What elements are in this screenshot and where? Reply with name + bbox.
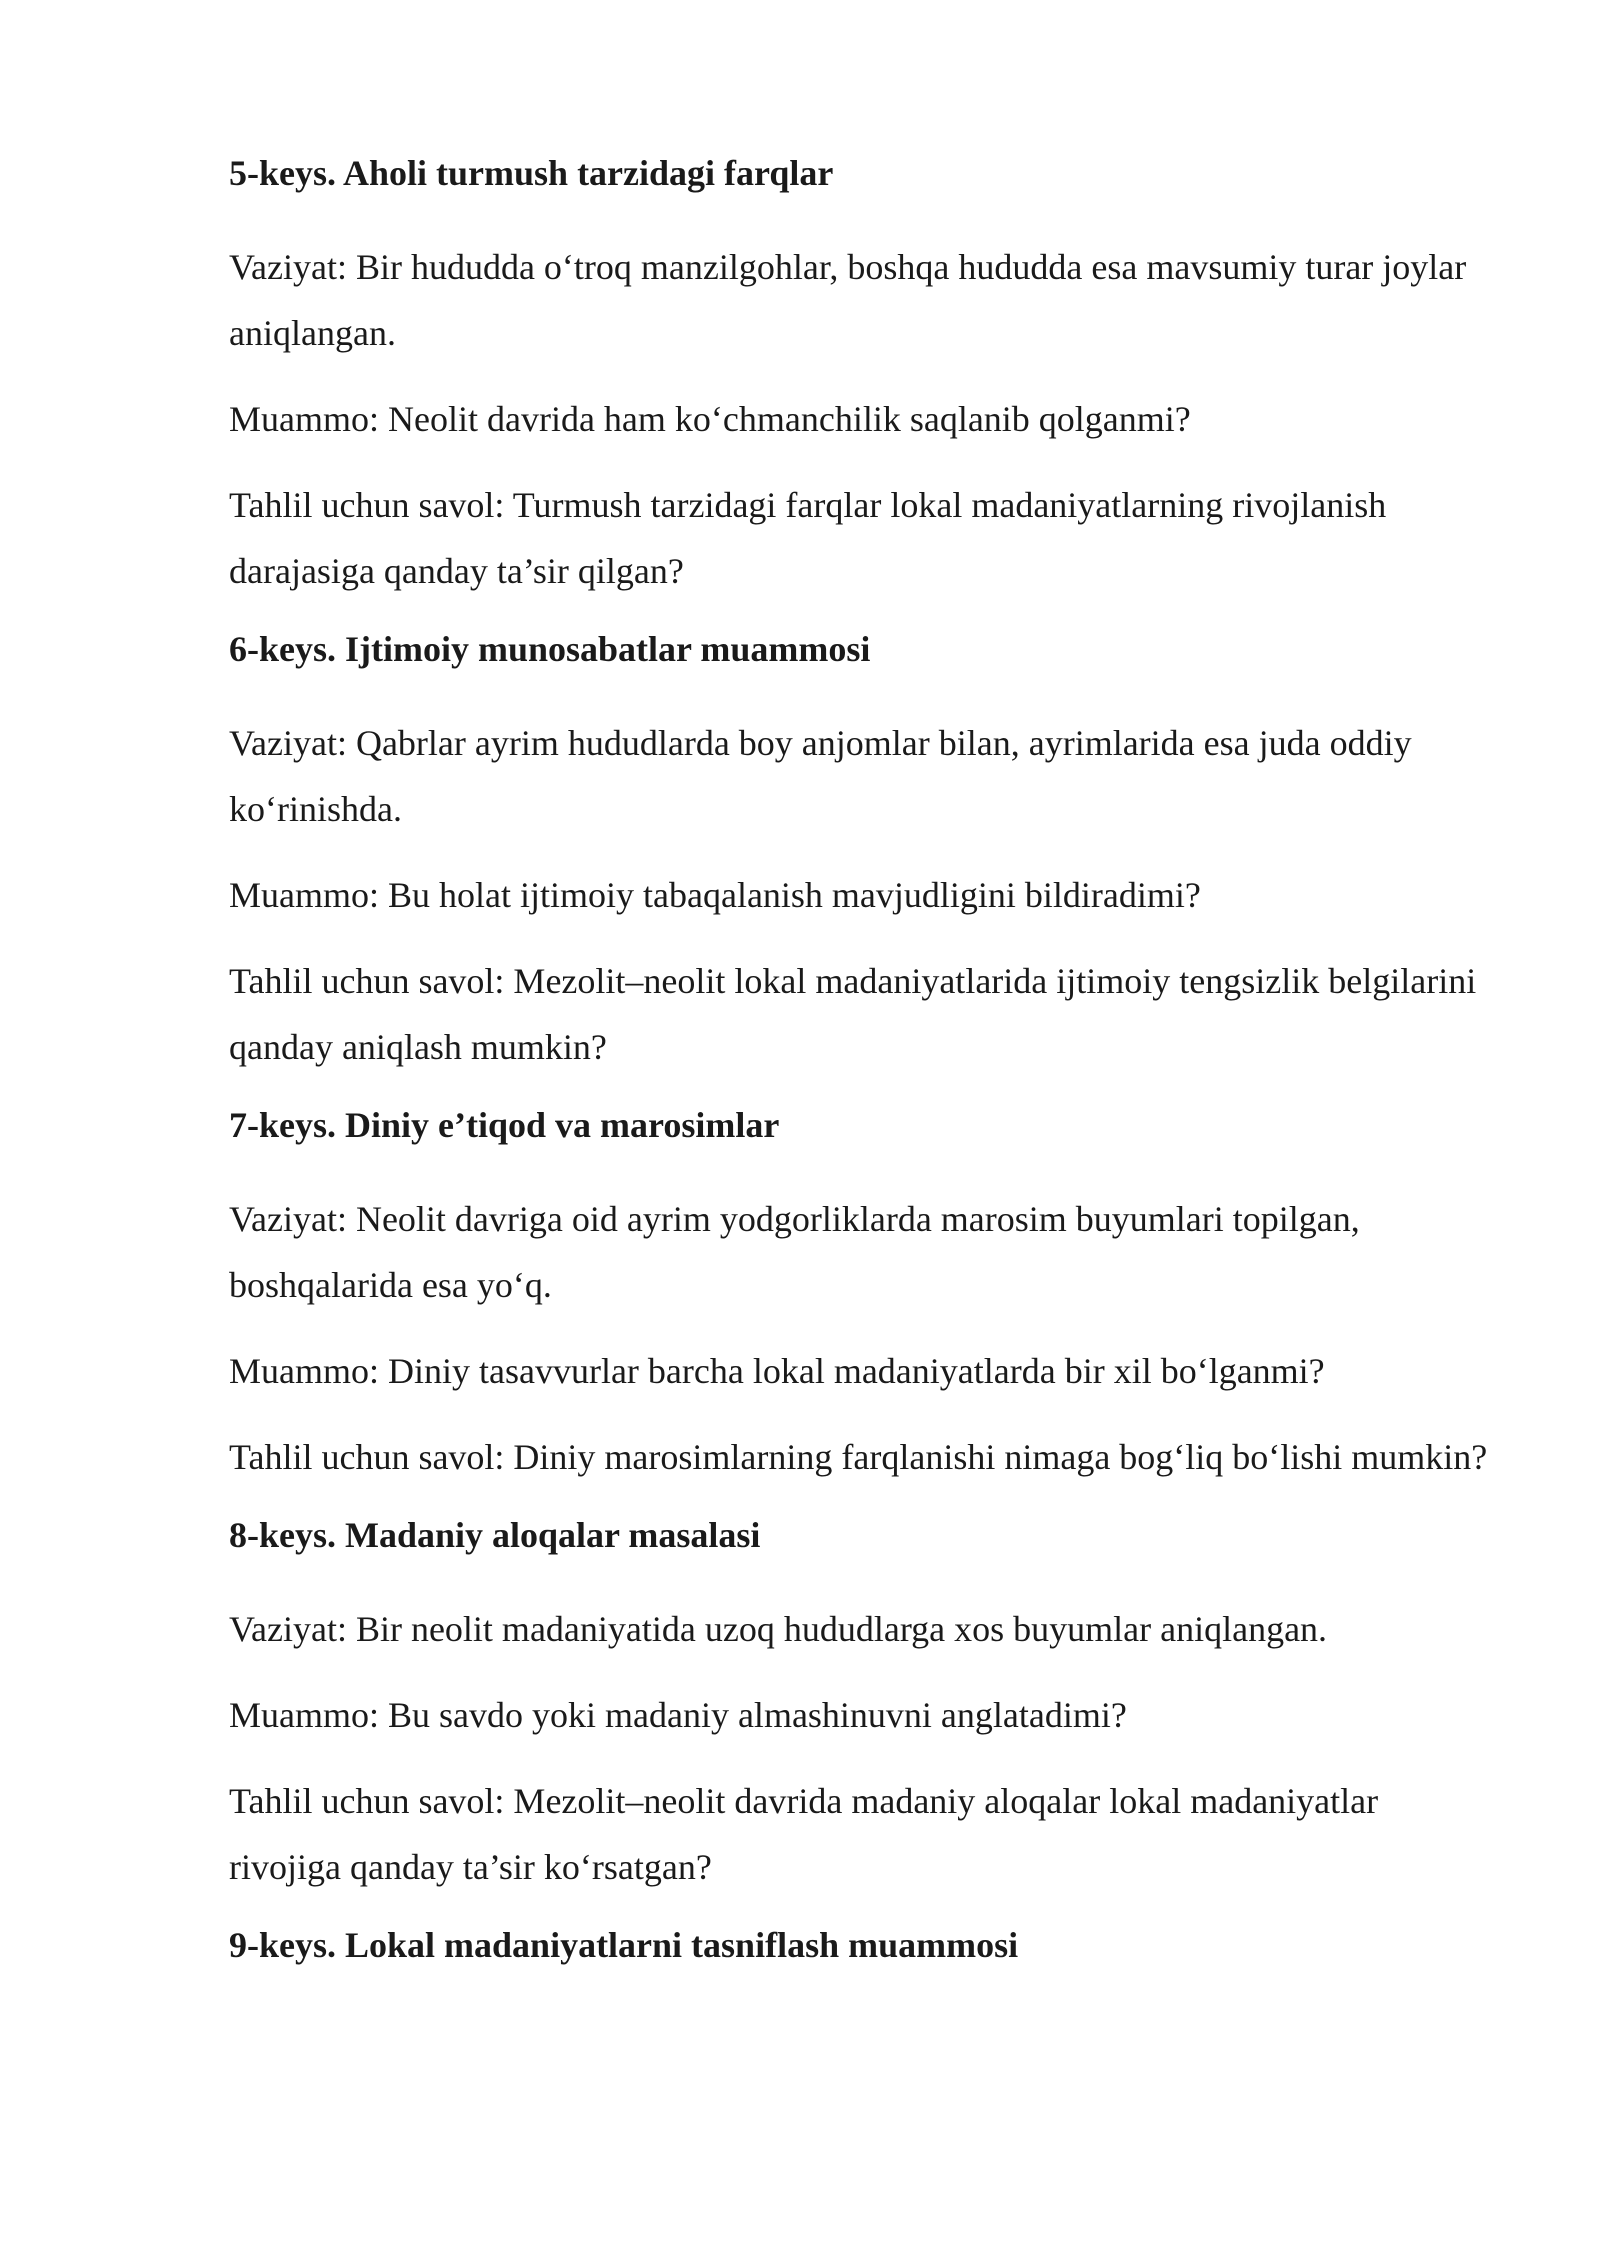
case-situation: Vaziyat: Neolit davriga oid ayrim yodgorliklarda marosim buyumlari topilgan, boshqalarida esa yo‘q.: [229, 1199, 1360, 1305]
case-problem: Muammo: Neolit davrida ham ko‘chmanchilik saqlanib qolganmi?: [229, 399, 1191, 439]
case-8: [229, 1510, 1489, 1900]
case-situation: Vaziyat: Qabrlar ayrim hududlarda boy anjomlar bilan, ayrimlarida esa juda oddiy ko‘rinishda.: [229, 723, 1412, 829]
document-page: [229, 148, 1489, 2006]
case-7: [229, 1100, 1489, 1490]
case-heading: 7-keys. Diniy e’tiqod va marosimlar: [229, 1105, 780, 1145]
case-question: Tahlil uchun savol: Turmush tarzidagi farqlar lokal madaniyatlarning rivojlanish darajasiga qanday ta’sir qilgan?: [229, 485, 1387, 591]
case-problem: Muammo: Bu holat ijtimoiy tabaqalanish mavjudligini bildiradimi?: [229, 875, 1201, 915]
case-question: Tahlil uchun savol: Mezolit–neolit lokal madaniyatlarida ijtimoiy tengsizlik belgilarini qanday aniqlash mumkin?: [229, 961, 1477, 1067]
case-heading: 6-keys. Ijtimoiy munosabatlar muammosi: [229, 629, 871, 669]
case-question: Tahlil uchun savol: Diniy marosimlarning farqlanishi nimaga bog‘liq bo‘lishi mumkin?: [229, 1437, 1488, 1477]
case-situation: Vaziyat: Bir hududda o‘troq manzilgohlar, boshqa hududda esa mavsumiy turar joylar aniqlangan.: [229, 247, 1467, 353]
case-heading-9: 9-keys. Lokal madaniyatlarni tasniflash muammosi: [229, 1925, 1019, 1965]
case-6: [229, 624, 1489, 1080]
case-problem: Muammo: Diniy tasavvurlar barcha lokal madaniyatlarda bir xil bo‘lganmi?: [229, 1351, 1325, 1391]
case-problem: Muammo: Bu savdo yoki madaniy almashinuvni anglatadimi?: [229, 1695, 1127, 1735]
case-question: Tahlil uchun savol: Mezolit–neolit davrida madaniy aloqalar lokal madaniyatlar rivojiga qanday ta’sir ko‘rsatgan?: [229, 1781, 1379, 1887]
case-heading: 8-keys. Madaniy aloqalar masalasi: [229, 1515, 761, 1555]
case-5: [229, 148, 1489, 604]
case-situation: Vaziyat: Bir neolit madaniyatida uzoq hududlarga xos buyumlar aniqlangan.: [229, 1609, 1328, 1649]
case-heading: 5-keys. Aholi turmush tarzidagi farqlar: [229, 153, 834, 193]
